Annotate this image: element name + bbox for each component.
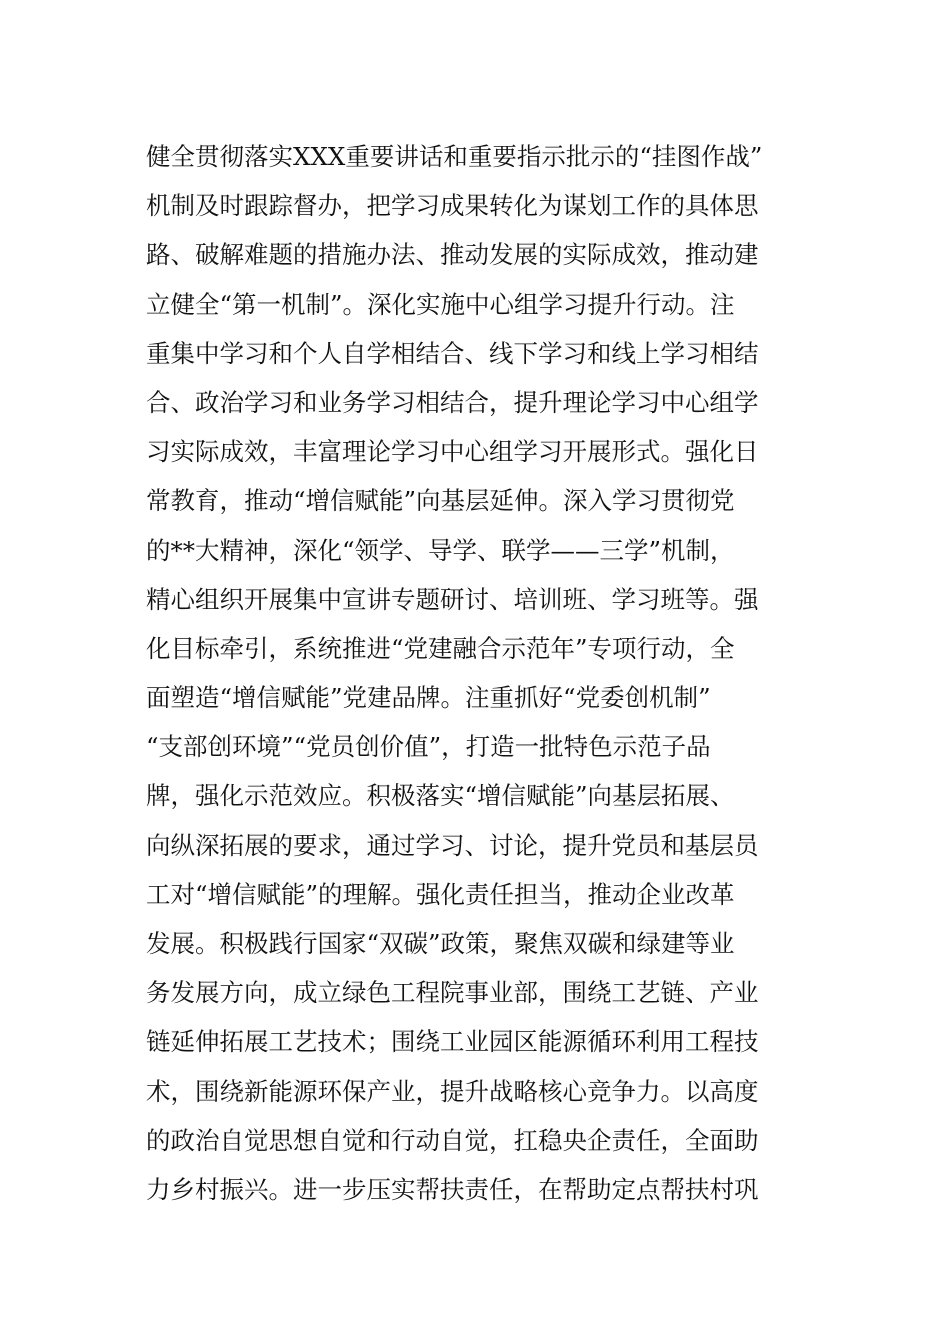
text-line: “支部创环境”“党员创价值”，打造一批特色示范子品 — [146, 732, 711, 762]
text-line: 的政治自觉思想自觉和行动自觉，扛稳央企责任，全面助 — [146, 1125, 759, 1155]
text-line: 向纵深拓展的要求，通过学习、讨论，提升党员和基层员 — [146, 830, 759, 860]
text-line: 精心组织开展集中宣讲专题研讨、培训班、学习班等。强 — [146, 584, 759, 614]
text-line: 工对“增信赋能”的理解。强化责任担当，推动企业改革 — [146, 879, 735, 909]
text-line: 重集中学习和个人自学相结合、线下学习和线上学习相结 — [146, 338, 759, 368]
text-line: 发展。积极践行国家“双碳”政策，聚焦双碳和绿建等业 — [146, 929, 735, 958]
text-line: 合、政治学习和业务学习相结合，提升理论学习中心组学 — [146, 387, 759, 417]
text-line: 路、破解难题的措施办法、推动发展的实际成效，推动建 — [146, 240, 759, 270]
text-line: 的**大精神，深化“领学、导学、联学——三学”机制， — [146, 535, 735, 565]
text-line: 习实际成效，丰富理论学习中心组学习开展形式。强化日 — [146, 437, 759, 467]
text-line: 链延伸拓展工艺技术；围绕工业园区能源循环利用工程技 — [146, 1027, 759, 1057]
text-line: 力乡村振兴。进一步压实帮扶责任，在帮助定点帮扶村巩 — [146, 1174, 759, 1204]
text-line: 牌，强化示范效应。积极落实“增信赋能”向基层拓展、 — [146, 781, 735, 811]
text-line: 面塑造“增信赋能”党建品牌。注重抓好“党委创机制” — [146, 683, 711, 713]
text-line: 化目标牵引，系统推进“党建融合示范年”专项行动，全 — [146, 633, 735, 663]
body-text — [146, 132, 816, 1214]
text-line: 健全贯彻落实XXX重要讲话和重要指示批示的“挂图作战” — [146, 142, 763, 171]
text-line: 务发展方向，成立绿色工程院事业部，围绕工艺链、产业 — [146, 978, 759, 1008]
text-line: 机制及时跟踪督办，把学习成果转化为谋划工作的具体思 — [146, 191, 759, 221]
text-line: 术，围绕新能源环保产业，提升战略核心竞争力。以高度 — [146, 1076, 759, 1106]
text-line: 立健全“第一机制”。深化实施中心组学习提升行动。注 — [146, 289, 735, 319]
text-line: 常教育，推动“增信赋能”向基层延伸。深入学习贯彻党 — [146, 486, 735, 516]
